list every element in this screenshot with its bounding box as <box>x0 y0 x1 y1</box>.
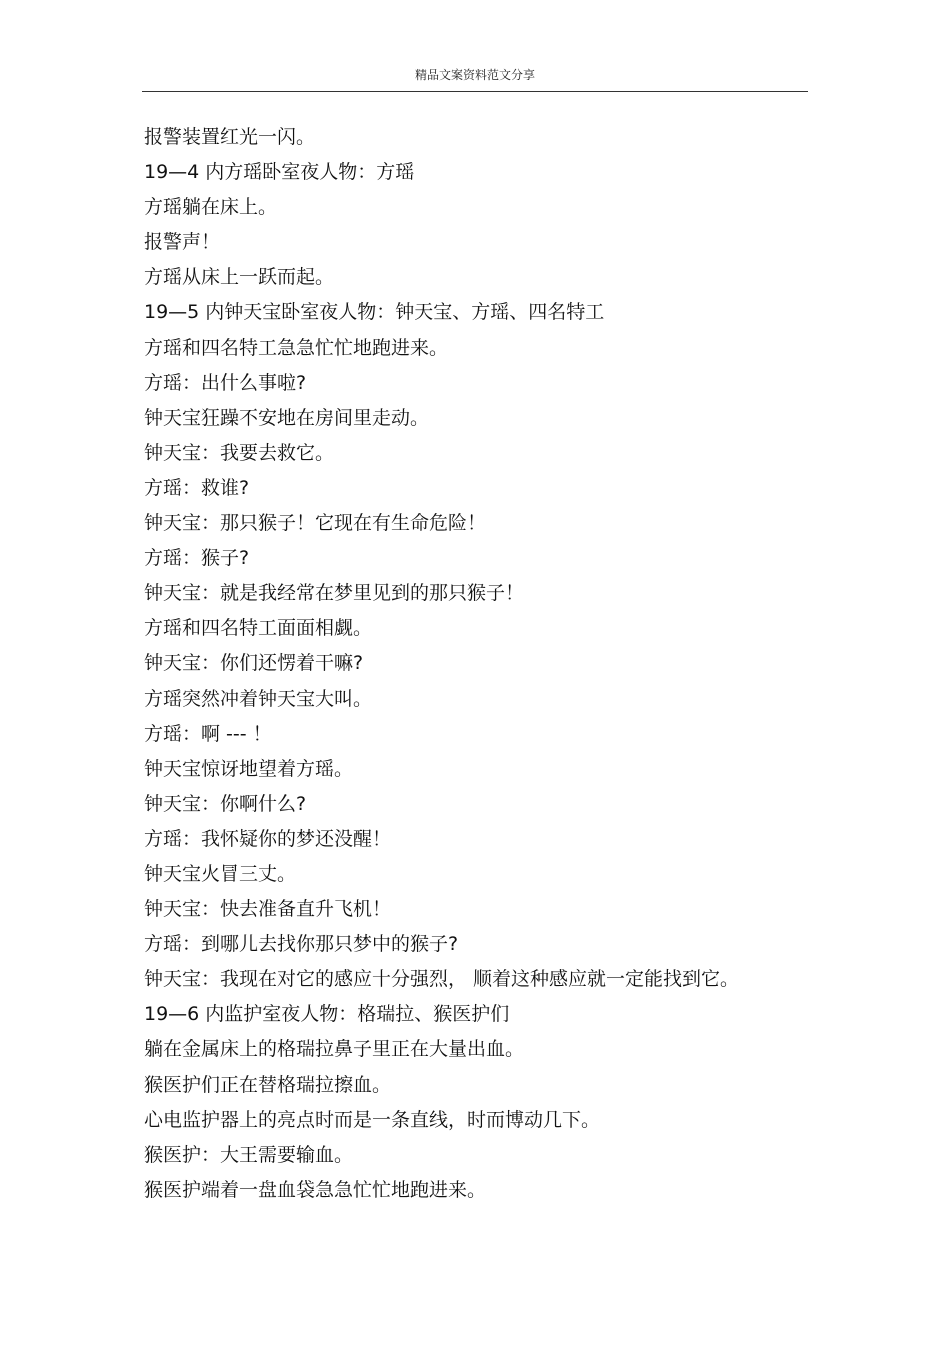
scene-heading: 19—4 内方瑶卧室夜人物：方瑶 <box>144 161 415 184</box>
dialogue-line: 方瑶：啊 --- ！ <box>144 722 272 745</box>
script-line: 猴医护端着一盘血袋急急忙忙地跑进来。 <box>144 1178 487 1201</box>
dialogue-line: 钟天宝：就是我经常在梦里见到的那只猴子！ <box>144 582 525 605</box>
script-line: 躺在金属床上的格瑞拉鼻子里正在大量出血。 <box>144 1038 525 1061</box>
script-line: 猴医护们正在替格瑞拉擦血。 <box>144 1073 392 1096</box>
script-line: 心电监护器上的亮点时而是一条直线，时而博动几下。 <box>144 1108 601 1131</box>
dialogue-line: 方瑶：救谁? <box>144 476 250 499</box>
script-line: 方瑶和四名特工面面相觑。 <box>144 617 373 640</box>
script-line: 钟天宝惊讶地望着方瑶。 <box>144 757 354 780</box>
dialogue-line: 钟天宝：你们还愣着干嘛? <box>144 652 364 675</box>
dialogue-line: 钟天宝：我现在对它的感应十分强烈， 顺着这种感应就一定能找到它。 <box>144 968 740 991</box>
script-line: 方瑶躺在床上。 <box>144 196 278 219</box>
dialogue-line: 钟天宝：我要去救它。 <box>144 441 335 464</box>
scene-heading: 19—5 内钟天宝卧室夜人物：钟天宝、方瑶、四名特工 <box>144 301 605 324</box>
header-divider <box>142 91 808 92</box>
script-line: 方瑶从床上一跃而起。 <box>144 266 335 289</box>
dialogue-line: 方瑶：猴子? <box>144 547 250 570</box>
scene-heading: 19—6 内监护室夜人物：格瑞拉、猴医护们 <box>144 1003 510 1026</box>
dialogue-line: 钟天宝：快去准备直升飞机！ <box>144 898 392 921</box>
dialogue-line: 方瑶：我怀疑你的梦还没醒！ <box>144 827 392 850</box>
dialogue-line: 猴医护：大王需要输血。 <box>144 1143 354 1166</box>
script-line: 报警声！ <box>144 231 221 254</box>
dialogue-line: 方瑶：到哪儿去找你那只梦中的猴子? <box>144 933 459 956</box>
script-line: 钟天宝火冒三丈。 <box>144 862 297 885</box>
script-line: 钟天宝狂躁不安地在房间里走动。 <box>144 406 430 429</box>
dialogue-line: 钟天宝：你啊什么? <box>144 792 307 815</box>
script-line: 方瑶和四名特工急急忙忙地跑进来。 <box>144 336 449 359</box>
script-line: 报警装置红光一闪。 <box>144 126 316 148</box>
dialogue-line: 方瑶：出什么事啦? <box>144 371 307 394</box>
script-body <box>144 120 834 1208</box>
script-line: 方瑶突然冲着钟天宝大叫。 <box>144 687 373 710</box>
page-header: 精品文案资料范文分享 <box>414 68 535 82</box>
dialogue-line: 钟天宝：那只猴子！它现在有生命危险！ <box>144 512 487 535</box>
